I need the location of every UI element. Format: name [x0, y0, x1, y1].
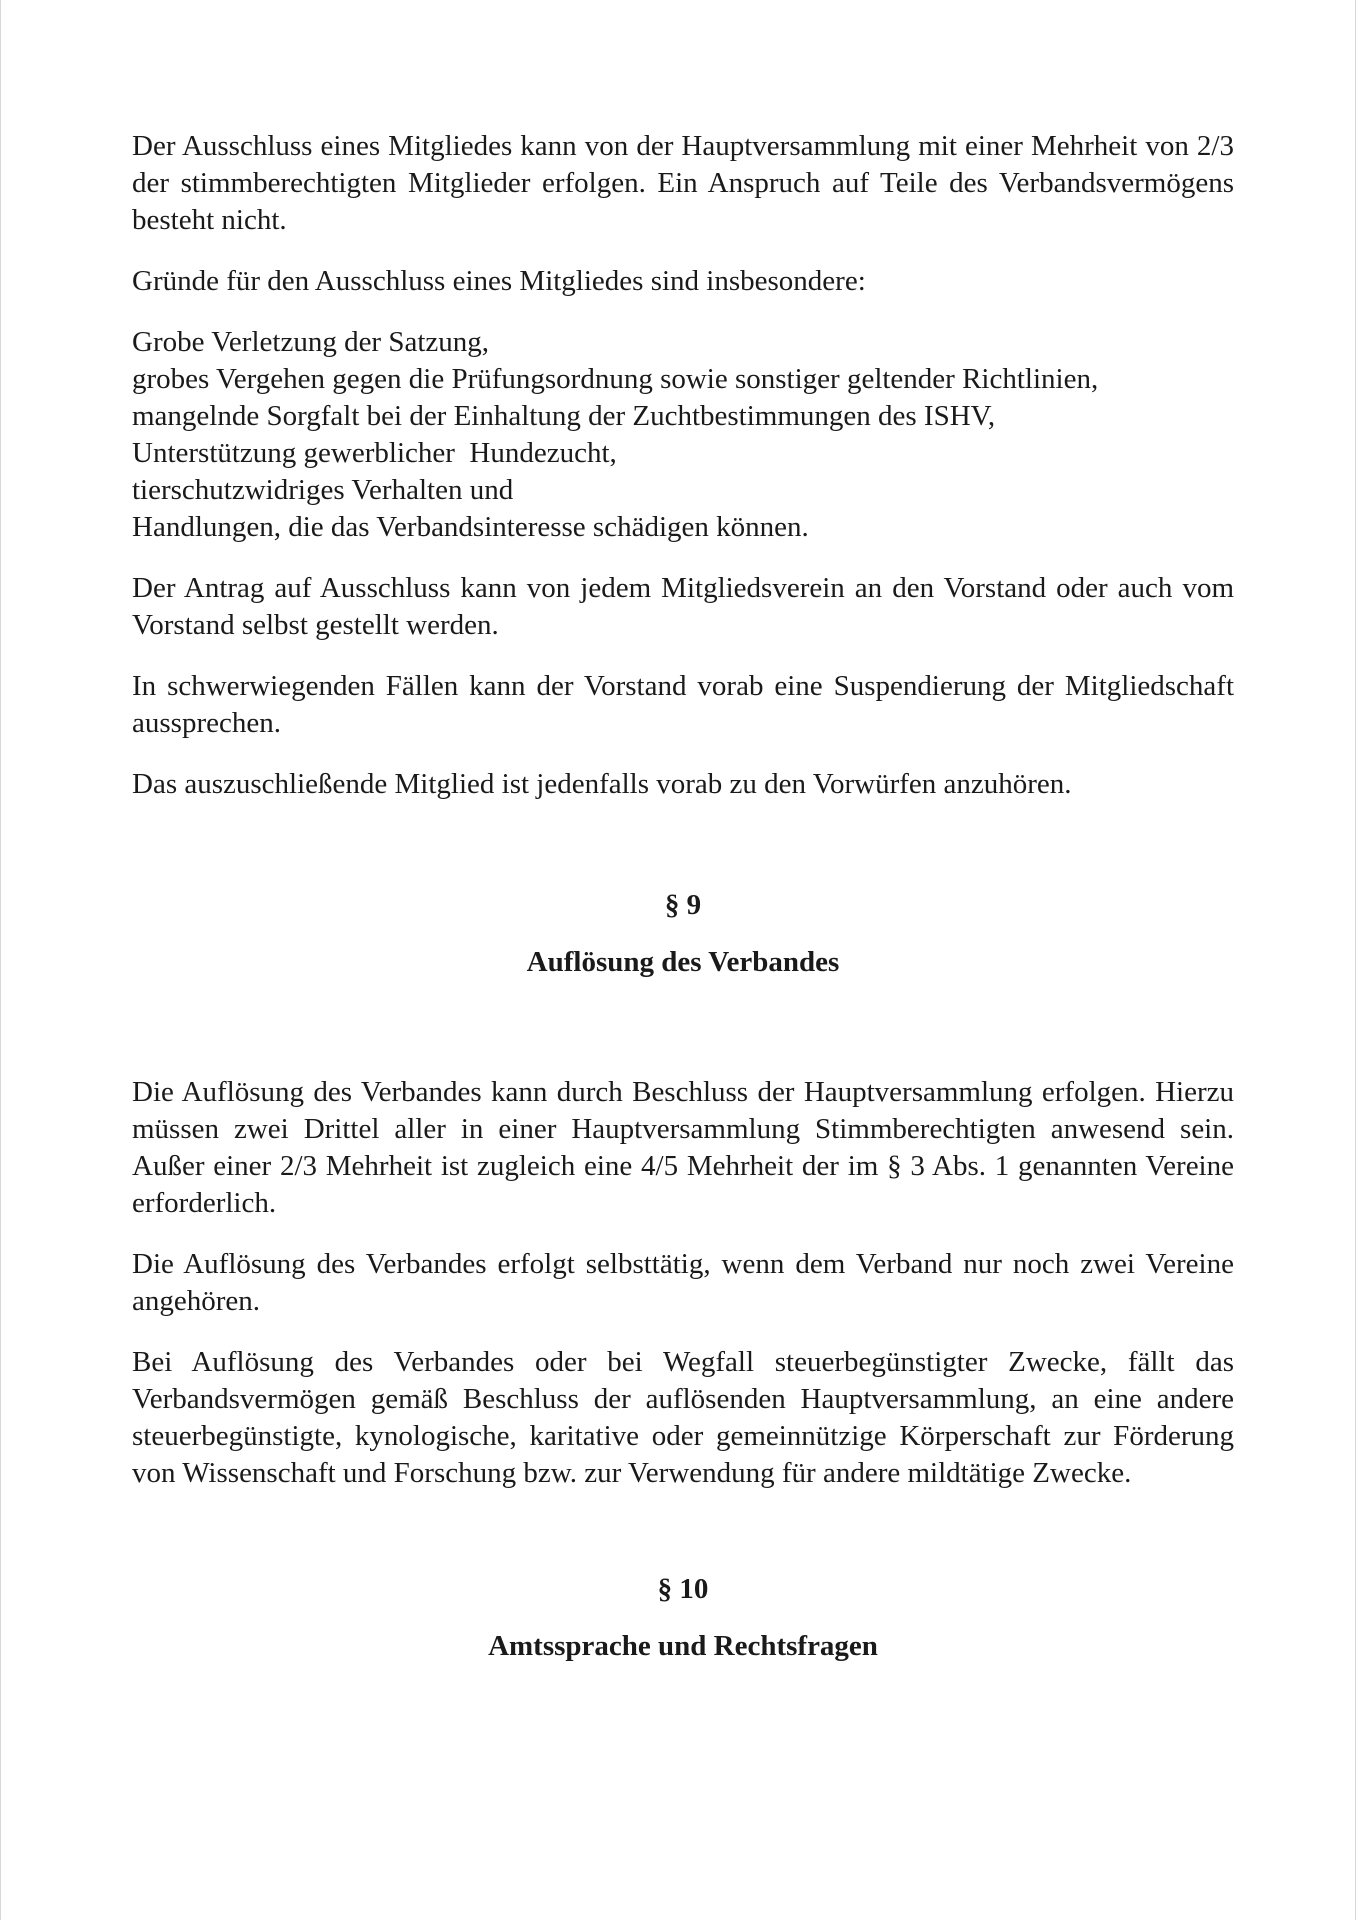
list-item: tierschutzwidriges Verhalten und: [132, 474, 514, 506]
section-10-number: § 10: [657, 1573, 709, 1605]
list-item: Unterstützung gewerblicher Hundezucht,: [132, 437, 617, 469]
list-item: Handlungen, die das Verbandsinteresse schädigen können.: [132, 511, 809, 543]
section-9-number: § 9: [664, 889, 702, 921]
paragraph-suspension: In schwerwiegenden Fällen kann der Vorstand vorab eine Suspendierung der Mitgliedschaft aussprechen.: [132, 670, 1234, 739]
paragraph-dissolution-resolution: Die Auflösung des Verbandes kann durch Beschluss der Hauptversammlung erfolgen. Hierzu müssen zwei Drittel aller in einer Hauptversammlung Stimmberechtigten anwesend sein. Außer einer 2/3 Mehrheit ist zugleich eine 4/5 Mehrheit der im § 3 Abs. 1 genannten Vereine erforderlich.: [132, 1076, 1234, 1219]
exclusion-grounds-list: [132, 324, 1234, 546]
list-item: mangelnde Sorgfalt bei der Einhaltung der Zuchtbestimmungen des ISHV,: [132, 400, 996, 432]
section-10-title: Amtssprache und Rechtsfragen: [488, 1630, 878, 1662]
paragraph-exclusion-majority: Der Ausschluss eines Mitgliedes kann von der Hauptversammlung mit einer Mehrheit von 2/3 der stimmberechtigten Mitglieder erfolgen. Ein Anspruch auf Teile des Verbandsvermögens besteht nicht.: [132, 130, 1234, 236]
section-9-title: Auflösung des Verbandes: [526, 946, 840, 978]
paragraph-hearing: Das auszuschließende Mitglied ist jedenfalls vorab zu den Vorwürfen anzuhören.: [132, 768, 1072, 800]
paragraph-dissolution-assets: Bei Auflösung des Verbandes oder bei Wegfall steuerbegünstigter Zwecke, fällt das Verbandsvermögen gemäß Beschluss der auflösenden Hauptversammlung, an eine andere steuerbegünstigte, kynologische, karitative oder gemeinnützige Körperschaft zur Förderung von Wissenschaft und Forschung bzw. zur Verwendung für andere mildtätige Zwecke.: [132, 1346, 1234, 1489]
list-item: grobes Vergehen gegen die Prüfungsordnung sowie sonstiger geltender Richtlinien,: [132, 363, 1099, 395]
paragraph-dissolution-automatic: Die Auflösung des Verbandes erfolgt selbsttätig, wenn dem Verband nur noch zwei Vereine angehören.: [132, 1248, 1234, 1317]
paragraph-exclusion-grounds-intro: Gründe für den Ausschluss eines Mitgliedes sind insbesondere:: [132, 265, 866, 297]
list-item: Grobe Verletzung der Satzung,: [132, 326, 490, 358]
paragraph-exclusion-request: Der Antrag auf Ausschluss kann von jedem Mitgliedsverein an den Vorstand oder auch vom Vorstand selbst gestellt werden.: [132, 572, 1234, 641]
document-body: [132, 128, 1234, 1665]
